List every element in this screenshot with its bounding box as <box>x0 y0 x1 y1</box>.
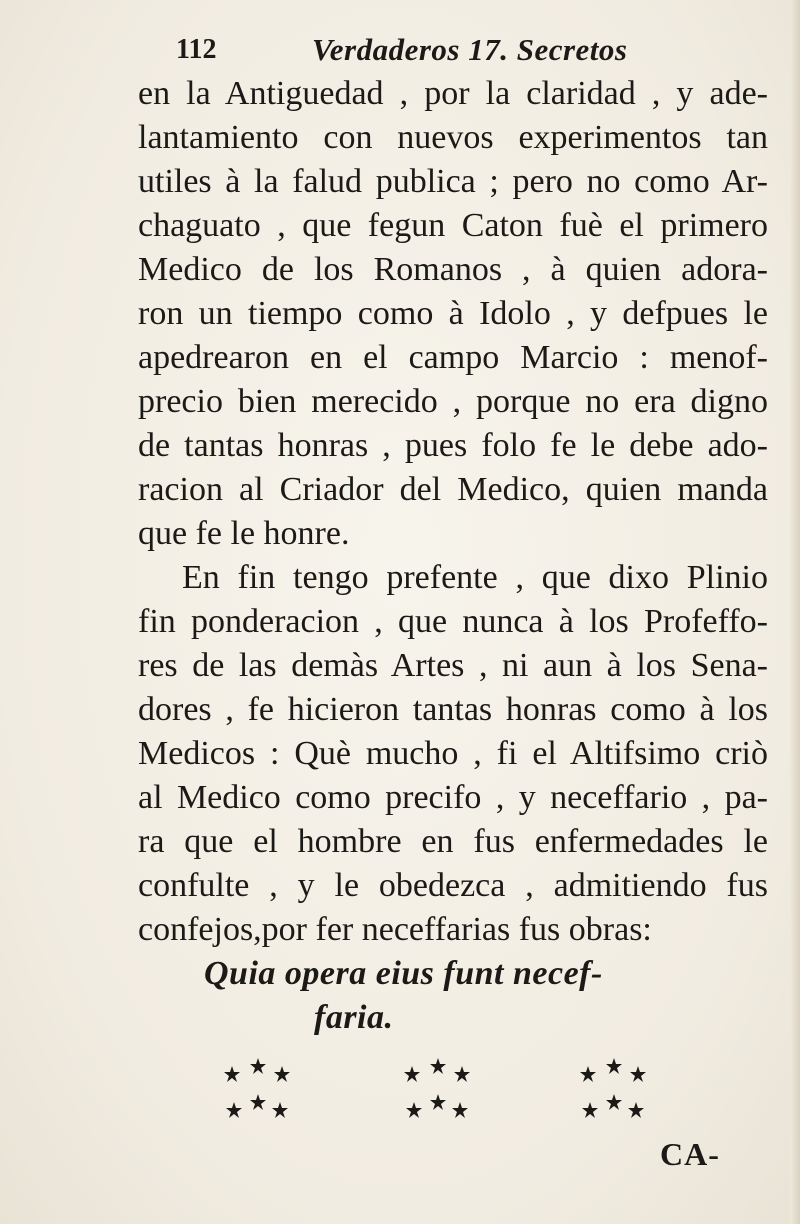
text-line: racion al Criador del Medico, quien manda <box>138 471 768 508</box>
text-line: precio bien merecido , porque no era digno <box>138 383 768 420</box>
text-line: dores , fe hicieron tantas honras como à los <box>138 691 768 728</box>
text-line: utiles à la falud publica ; pero no como Ar- <box>138 163 768 200</box>
running-head: Verdaderos 17. Secretos <box>312 32 628 67</box>
page-header <box>176 30 656 76</box>
text-line: res de las demàs Artes , ni aun à los Sena- <box>138 647 768 684</box>
text-line: ron un tiempo como à Idolo , y defpues le <box>138 295 768 332</box>
page-edge <box>790 0 800 1224</box>
paragraph-start: En fin tengo prefente , que dixo Plinio <box>182 559 768 596</box>
catchword: CA- <box>660 1136 720 1172</box>
latin-quote: Quia opera eius funt necef- <box>204 955 603 992</box>
text-line: lantamiento con nuevos experimentos tan <box>138 119 768 156</box>
text-line: ra que el hombre en fus enfermedades le <box>138 823 768 860</box>
text-line: chaguato , que fegun Caton fuè el primero <box>138 207 768 244</box>
text-line: Medico de los Romanos , à quien adora- <box>138 251 768 288</box>
text-line: en la Antiguedad , por la claridad , y ade- <box>138 75 768 112</box>
text-line: Medicos : Què mucho , fi el Altifsimo criò <box>138 735 768 772</box>
text-line: al Medico como precifo , y neceffario , pa- <box>138 779 768 816</box>
text-line: de tantas honras , pues folo fe le debe ado- <box>138 427 768 464</box>
body-text <box>138 72 768 1040</box>
text-line: apedrearon en el campo Marcio : menof- <box>138 339 768 376</box>
text-line: fin ponderacion , que nunca à los Profeffo- <box>138 603 768 640</box>
asterism-icon <box>398 1052 478 1132</box>
text-line: confejos,por fer neceffarias fus obras: <box>138 911 652 948</box>
text-line: que fe le honre. <box>138 515 350 552</box>
asterism-ornaments <box>218 1052 658 1132</box>
asterism-icon <box>218 1052 298 1132</box>
latin-quote-end: faria. <box>314 999 394 1036</box>
page-number: 112 <box>176 34 217 65</box>
asterism-icon <box>574 1052 654 1132</box>
text-line: confulte , y le obedezca , admitiendo fus <box>138 867 768 904</box>
